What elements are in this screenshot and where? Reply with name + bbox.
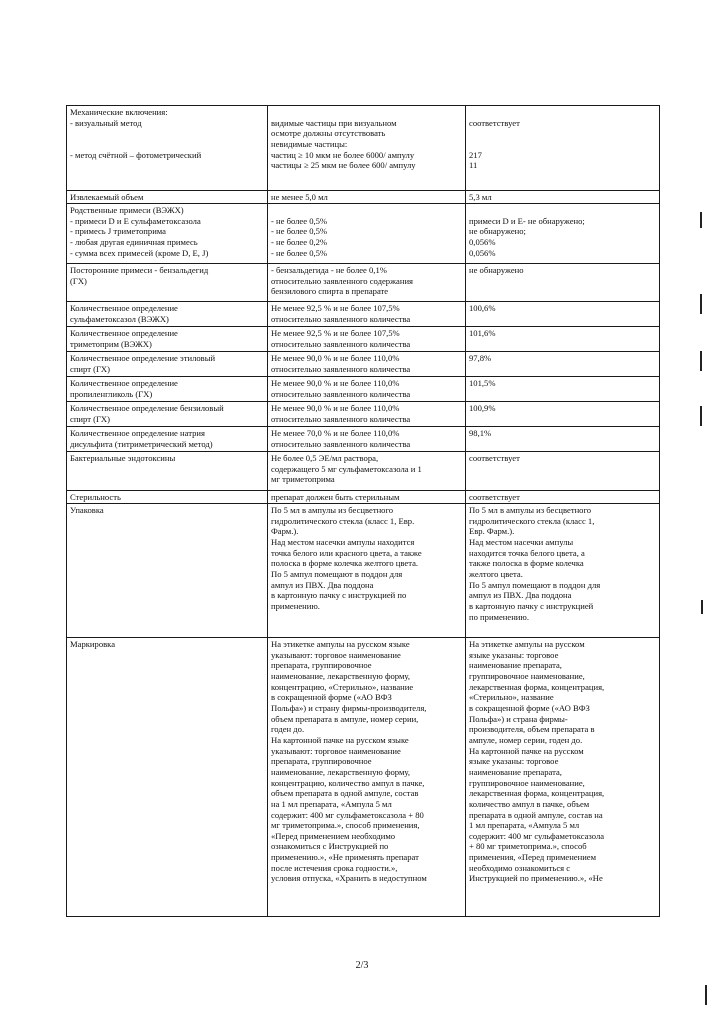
specification-table-body — [67, 106, 660, 917]
result-cell: 98,1% — [466, 427, 660, 452]
table-row — [67, 402, 660, 427]
table-row — [67, 427, 660, 452]
parameter-cell: Извлекаемый объем — [67, 191, 268, 204]
table-row — [67, 452, 660, 491]
margin-mark — [700, 212, 702, 228]
table-row — [67, 264, 660, 302]
margin-mark — [700, 294, 702, 314]
parameter-cell: Упаковка — [67, 504, 268, 638]
page-number: 2/3 — [355, 960, 369, 971]
parameter-cell: Количественное определение триметоприм (ВЭЖХ) — [67, 327, 268, 352]
requirement-cell: По 5 мл в ампулы из бесцветного гидролитического стекла (класс 1, Евр. Фарм.). Над местом насечки ампулы находится точка белого или красного цвета, а также полоска в форме колечка желтого цвета. По 5 ампул помещают в поддон для ампул из ПВХ. Два поддона в картонную пачку с инструкцией по применению. — [268, 504, 466, 638]
table-row — [67, 191, 660, 204]
result-cell: 97,8% — [466, 352, 660, 377]
parameter-cell: Количественное определение пропиленгликоль (ГХ) — [67, 377, 268, 402]
parameter-cell: Количественное определение бензиловый спирт (ГХ) — [67, 402, 268, 427]
table-row — [67, 638, 660, 917]
requirement-cell: видимые частицы при визуальном осмотре должны отсутствовать невидимые частицы: частиц ≥ 10 мкм не более 6000/ ампулу частицы ≥ 25 мкм не более 600/ ампулу — [268, 106, 466, 191]
result-cell: соответствует — [466, 452, 660, 491]
parameter-cell: Посторонние примеси - бензальдегид (ГХ) — [67, 264, 268, 302]
requirement-cell: Не менее 90,0 % и не более 110,0% относительно заявленного количества — [268, 352, 466, 377]
parameter-cell: Родственные примеси (ВЭЖХ) - примеси D и E сульфаметоксазола - примесь J триметоприма - любая другая единичная примесь - сумма всех примесей (кроме D, E, J) — [67, 204, 268, 264]
parameter-cell: Количественное определение натрия дисульфита (титриметрический метод) — [67, 427, 268, 452]
margin-mark — [701, 600, 703, 614]
margin-mark — [700, 406, 702, 426]
table-row — [67, 377, 660, 402]
requirement-cell: Не более 0,5 ЭЕ/мл раствора, содержащего 5 мг сульфаметоксазола и 1 мг триметоприма — [268, 452, 466, 491]
result-cell: примеси D и E- не обнаружено; не обнаружено; 0,056% 0,056% — [466, 204, 660, 264]
parameter-cell: Количественное определение этиловый спирт (ГХ) — [67, 352, 268, 377]
margin-mark — [705, 985, 707, 1005]
table-row — [67, 352, 660, 377]
table-row — [67, 327, 660, 352]
margin-mark — [700, 351, 702, 371]
result-cell: 100,9% — [466, 402, 660, 427]
parameter-cell: Количественное определение сульфаметоксазол (ВЭЖХ) — [67, 302, 268, 327]
parameter-cell: Стерильность — [67, 491, 268, 504]
requirement-cell: - бензальдегида - не более 0,1% относительно заявленного содержания бензилового спирта в препарате — [268, 264, 466, 302]
result-cell: соответствует — [466, 491, 660, 504]
requirement-cell: На этикетке ампулы на русском языке указывают: торговое наименование препарата, группировочное наименование, лекарственную форму, концентрацию, «Стерильно», название в сокращенной форме («АО ВФЗ Польфа») и страну фирмы-производителя, объем препарата в ампуле, номер серии, годен до. На картонной пачке на русском языке указывают: торговое наименование препарата, группировочное наименование, лекарственную форму, концентрацию, количество ампул в пачке, объем препарата в одной ампуле, состав на 1 мл препарата, «Ампула 5 мл содержит: 400 мг сульфаметоксазола + 80 мг триметоприма.», способ применения, «Перед применением необходимо ознакомиться с Инструкцией по применению.», «Не применять препарат после истечения срока годности.», условия отпуска, «Хранить в недоступном — [268, 638, 466, 917]
requirement-cell: Не менее 92,5 % и не более 107,5% относительно заявленного количества — [268, 302, 466, 327]
result-cell: 101,5% — [466, 377, 660, 402]
table-row — [67, 106, 660, 191]
requirement-cell: Не менее 90,0 % и не более 110,0% относительно заявленного количества — [268, 377, 466, 402]
result-cell: не обнаружено — [466, 264, 660, 302]
result-cell: По 5 мл в ампулы из бесцветного гидролитического стекла (класс 1, Евр. Фарм.). Над местом насечки ампулы находится точка белого цвета, а также полоска в форме колечка желтого цвета. По 5 ампул помещают в поддон для ампул из ПВХ. Два поддона в картонную пачку с инструкцией по применению. — [466, 504, 660, 638]
table-row — [67, 204, 660, 264]
requirement-cell: не менее 5,0 мл — [268, 191, 466, 204]
parameter-cell: Маркировка — [67, 638, 268, 917]
result-cell: соответствует 217 11 — [466, 106, 660, 191]
table-row — [67, 504, 660, 638]
result-cell: 5,3 мл — [466, 191, 660, 204]
requirement-cell: препарат должен быть стерильным — [268, 491, 466, 504]
result-cell: На этикетке ампулы на русском языке указаны: торговое наименование препарата, группировочное наименование, лекарственная форма, концентрация, «Стерильно», название в сокращенной форме («АО ВФЗ Польфа») и страна фирмы- производителя, объем препарата в ампуле, номер серии, годен до. На картонной пачке на русском языке указаны: торговое наименование препарата, группировочное наименование, лекарственная форма, концентрация, количество ампул в пачке, объем препарата в одной ампуле, состав на 1 мл препарата, «Ампула 5 мл содержит: 400 мг сульфаметоксазола + 80 мг триметоприма.», способ применения, «Перед применением необходимо ознакомиться с Инструкцией по применению.», «Не — [466, 638, 660, 917]
result-cell: 101,6% — [466, 327, 660, 352]
parameter-cell: Механические включения: - визуальный метод - метод счётной – фотометрический — [67, 106, 268, 191]
requirement-cell: - не более 0,5% - не более 0,5% - не более 0,2% - не более 0,5% — [268, 204, 466, 264]
requirement-cell: Не менее 92,5 % и не более 107,5% относительно заявленного количества — [268, 327, 466, 352]
parameter-cell: Бактериальные эндотоксины — [67, 452, 268, 491]
requirement-cell: Не менее 90,0 % и не более 110,0% относительно заявленного количества — [268, 402, 466, 427]
table-row — [67, 302, 660, 327]
specification-table — [66, 105, 660, 917]
requirement-cell: Не менее 70,0 % и не более 110,0% относительно заявленного количества — [268, 427, 466, 452]
result-cell: 100,6% — [466, 302, 660, 327]
table-row — [67, 491, 660, 504]
